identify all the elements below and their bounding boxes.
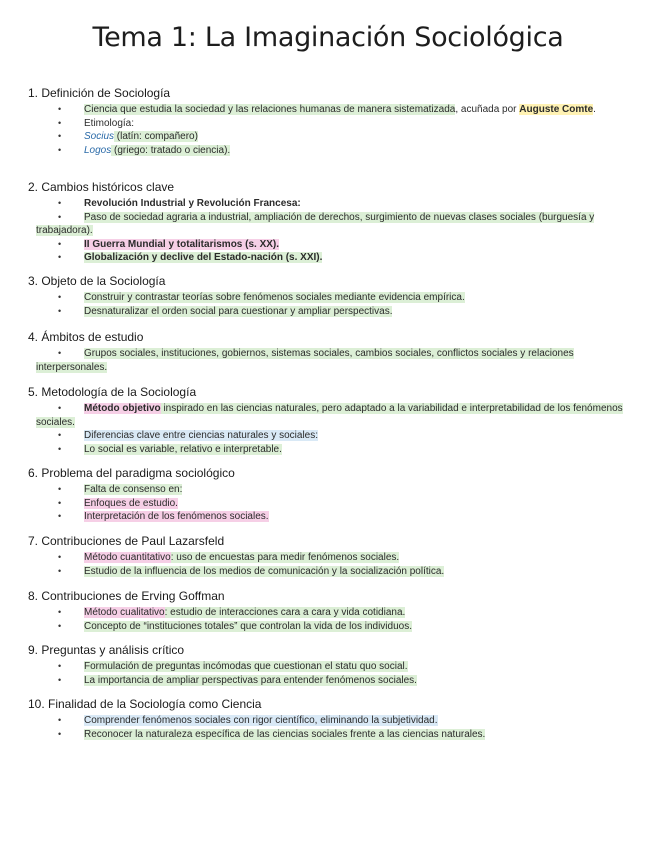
section-ambitos bbox=[28, 330, 628, 374]
section-heading: 3. Objeto de la Sociología bbox=[28, 274, 166, 288]
section-heading: 2. Cambios históricos clave bbox=[28, 180, 175, 194]
list-item bbox=[28, 497, 628, 511]
section-metodologia bbox=[28, 385, 628, 456]
list-item bbox=[28, 674, 628, 688]
highlight-text: Falta de consenso en: bbox=[84, 484, 183, 495]
section-objeto bbox=[28, 274, 628, 318]
section-heading: 4. Ámbitos de estudio bbox=[28, 330, 144, 344]
list-item bbox=[28, 620, 628, 634]
highlight-text: (griego: tratado o ciencia). bbox=[111, 144, 231, 156]
list-item bbox=[28, 429, 628, 443]
list-item bbox=[28, 551, 628, 565]
list-item bbox=[28, 305, 628, 319]
highlight-text: Interpretación de los fenómenos sociales. bbox=[84, 511, 269, 522]
list-item bbox=[28, 291, 628, 305]
section-definicion bbox=[28, 86, 628, 157]
text-span: Etimología: bbox=[84, 117, 135, 129]
text-span: Revolución Industrial y Revolución Francesa: bbox=[84, 198, 301, 209]
page-title: Tema 1: La Imaginación Sociológica bbox=[92, 22, 564, 53]
list-item bbox=[28, 402, 628, 429]
section-heading: 8. Contribuciones de Erving Goffman bbox=[28, 589, 225, 603]
highlight-text: Método cuantitativo bbox=[84, 552, 171, 563]
list-item bbox=[28, 606, 628, 620]
list-item bbox=[28, 251, 628, 265]
list-item bbox=[28, 117, 628, 131]
highlight-text: Concepto de “instituciones totales” que controlan la vida de los individuos. bbox=[84, 620, 412, 632]
highlight-text: Lo social es variable, relativo e interpretable. bbox=[84, 443, 282, 455]
highlight-text: Reconocer la naturaleza específica de las ciencias sociales frente a las ciencias naturales. bbox=[84, 728, 486, 740]
list-item bbox=[28, 144, 628, 158]
highlight-text: : estudio de interacciones cara a cara y vida cotidiana. bbox=[164, 607, 406, 618]
term-text: Socius bbox=[84, 131, 115, 142]
highlight-text: Enfoques de estudio. bbox=[84, 497, 178, 509]
highlight-text: Ciencia que estudia la sociedad y las relaciones humanas de manera sistematizada bbox=[84, 104, 456, 115]
term-text: Logos bbox=[84, 144, 112, 156]
list-item bbox=[28, 103, 628, 117]
section-problema bbox=[28, 466, 628, 524]
section-heading: 7. Contribuciones de Paul Lazarsfeld bbox=[28, 534, 225, 548]
section-heading: 1. Definición de Sociología bbox=[28, 86, 171, 100]
list-item bbox=[28, 347, 628, 374]
highlight-text: Globalización y declive del Estado-nación (s. XXI). bbox=[84, 252, 323, 263]
highlight-text: Formulación de preguntas incómodas que cuestionan el statu quo social. bbox=[84, 661, 408, 672]
highlight-text: Comprender fenómenos sociales con rigor científico, eliminando la subjetividad. bbox=[84, 715, 438, 726]
section-cambios bbox=[28, 180, 628, 265]
highlight-text: Método cualitativo bbox=[84, 607, 165, 618]
text-span: . bbox=[593, 104, 596, 115]
list-item bbox=[28, 238, 628, 252]
list-item bbox=[28, 483, 628, 497]
highlight-text: Diferencias clave entre ciencias naturales y sociales: bbox=[84, 430, 318, 441]
section-finalidad bbox=[28, 697, 628, 741]
highlight-text: inspirado en las ciencias naturales, pero adaptado a la variabilidad e interpretabilidad de los fenómenos sociales. bbox=[36, 403, 623, 428]
section-preguntas bbox=[28, 643, 628, 687]
highlight-text: (latín: compañero) bbox=[114, 131, 198, 142]
highlight-text: Paso de sociedad agraria a industrial, ampliación de derechos, surgimiento de nuevas clases sociales (burguesía y trabajadora). bbox=[36, 211, 595, 236]
highlight-text: Auguste Comte bbox=[519, 104, 594, 115]
highlight-text: Estudio de la influencia de los medios de comunicación y la socialización política. bbox=[84, 565, 445, 577]
list-item bbox=[28, 130, 628, 144]
section-heading: 10. Finalidad de la Sociología como Ciencia bbox=[28, 697, 262, 711]
highlight-text: Método objetivo bbox=[84, 403, 161, 414]
highlight-text: Construir y contrastar teorías sobre fenómenos sociales mediante evidencia empírica. bbox=[84, 292, 465, 303]
highlight-text: Grupos sociales, instituciones, gobiernos, sistemas sociales, cambios sociales, conflictos sociales y relaciones interpersonales. bbox=[36, 348, 574, 373]
highlight-text: Desnaturalizar el orden social para cuestionar y ampliar perspectivas. bbox=[84, 305, 393, 317]
text-span: , acuñada por bbox=[455, 104, 520, 115]
list-item bbox=[28, 565, 628, 579]
list-item bbox=[28, 197, 628, 211]
section-heading: 6. Problema del paradigma sociológico bbox=[28, 466, 235, 480]
list-item bbox=[28, 211, 628, 238]
list-item bbox=[28, 714, 628, 728]
highlight-text: : uso de encuestas para medir fenómenos sociales. bbox=[170, 552, 400, 563]
highlight-text: La importancia de ampliar perspectivas para entender fenómenos sociales. bbox=[84, 674, 417, 686]
section-lazarsfeld bbox=[28, 534, 628, 578]
list-item bbox=[28, 660, 628, 674]
section-goffman bbox=[28, 589, 628, 633]
section-heading: 9. Preguntas y análisis crítico bbox=[28, 643, 185, 657]
section-heading: 5. Metodología de la Sociología bbox=[28, 385, 197, 399]
list-item bbox=[28, 443, 628, 457]
list-item bbox=[28, 510, 628, 524]
list-item bbox=[28, 728, 628, 742]
highlight-text: II Guerra Mundial y totalitarismos (s. XX). bbox=[84, 238, 280, 250]
